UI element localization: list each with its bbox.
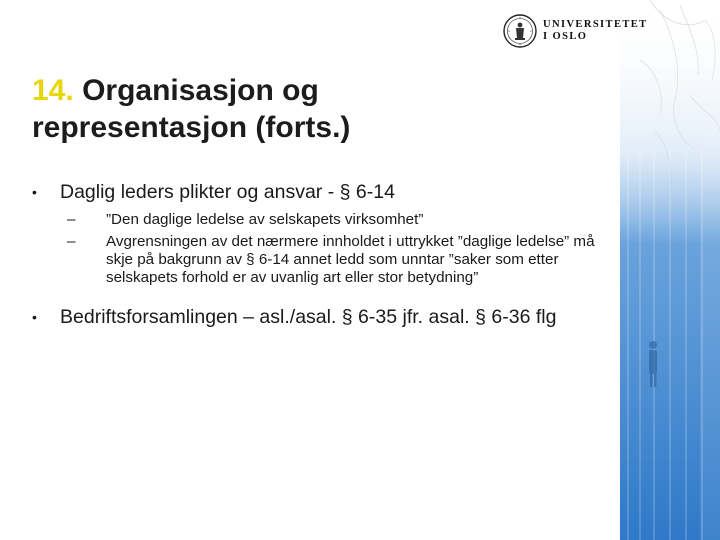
bullet-1 [32, 180, 622, 204]
bullet-dot: • [32, 309, 37, 325]
logo-line-1: UNIVERSITETET [543, 19, 648, 30]
bullet-1-text: Daglig leders plikter og ansvar - § 6-14 [60, 181, 395, 203]
title-line-2: representasjon (forts.) [32, 111, 351, 144]
bullet-dot: • [32, 184, 37, 200]
sub-bullet-2-text: Avgrensningen av det nærmere innholdet i uttrykket ”daglige ledelse” må skje på bakgrunn av § 6-14 annet ledd som unntar ”saker som etter selskapets forhold er av uvanlig art eller stor betydning” [106, 233, 595, 286]
decorative-side-strip [620, 0, 720, 540]
dash-marker: – [67, 233, 76, 250]
dash-marker: – [67, 211, 76, 228]
bullet-2-text: Bedriftsforsamlingen – asl./asal. § 6-35 jfr. asal. § 6-36 flg [60, 306, 557, 328]
sub-bullet-1-text: ”Den daglige ledelse av selskapets virksomhet” [106, 211, 424, 228]
bullet-2 [32, 305, 622, 329]
sub-bullet-2 [63, 233, 622, 287]
slide-body [32, 180, 622, 336]
title-number: 14. [32, 74, 74, 107]
sub-bullet-1 [63, 211, 622, 229]
title-line-1: Organisasjon og [82, 74, 319, 107]
university-logo [503, 14, 648, 48]
university-seal-icon [503, 14, 537, 48]
slide-title [32, 72, 592, 146]
logo-line-2: I OSLO [543, 31, 588, 42]
